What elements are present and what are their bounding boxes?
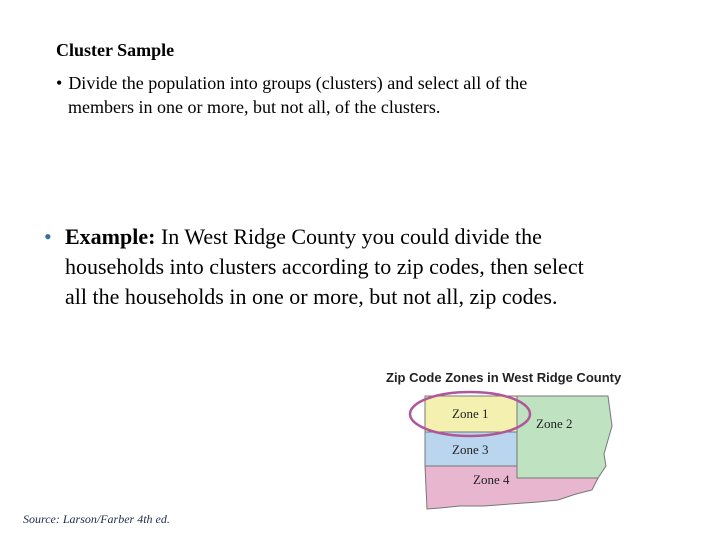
zone-2-region — [517, 396, 612, 478]
cluster-sample-definition — [56, 71, 636, 119]
zip-code-map-graphic — [380, 366, 640, 526]
source-citation: Source: Larson/Farber 4th ed. — [23, 512, 170, 526]
example-line-3: all the households in one or more, but not all, zip codes. — [65, 284, 558, 309]
example-line-1 — [44, 222, 684, 252]
example-line-2: households into clusters according to zip codes, then select — [65, 254, 584, 279]
cluster-sample-title: Cluster Sample — [56, 40, 175, 60]
zip-code-map — [380, 366, 640, 526]
map-title: Zip Code Zones in West Ridge County — [386, 370, 622, 385]
bullet-marker: • — [56, 73, 63, 93]
example-bullet-marker: • — [44, 224, 52, 249]
example-line-1-text: In West Ridge County you could divide the — [155, 224, 542, 249]
example-paragraph — [44, 222, 684, 312]
zone-2-label: Zone 2 — [536, 416, 573, 431]
example-lead: Example: — [65, 224, 156, 249]
definition-line-2: members in one or more, but not all, of the clusters. — [68, 97, 441, 117]
zone-4-label: Zone 4 — [473, 472, 510, 487]
zone-1-label: Zone 1 — [452, 406, 489, 421]
zone-3-label: Zone 3 — [452, 442, 489, 457]
definition-line-1: Divide the population into groups (clusters) and select all of the — [68, 73, 528, 93]
